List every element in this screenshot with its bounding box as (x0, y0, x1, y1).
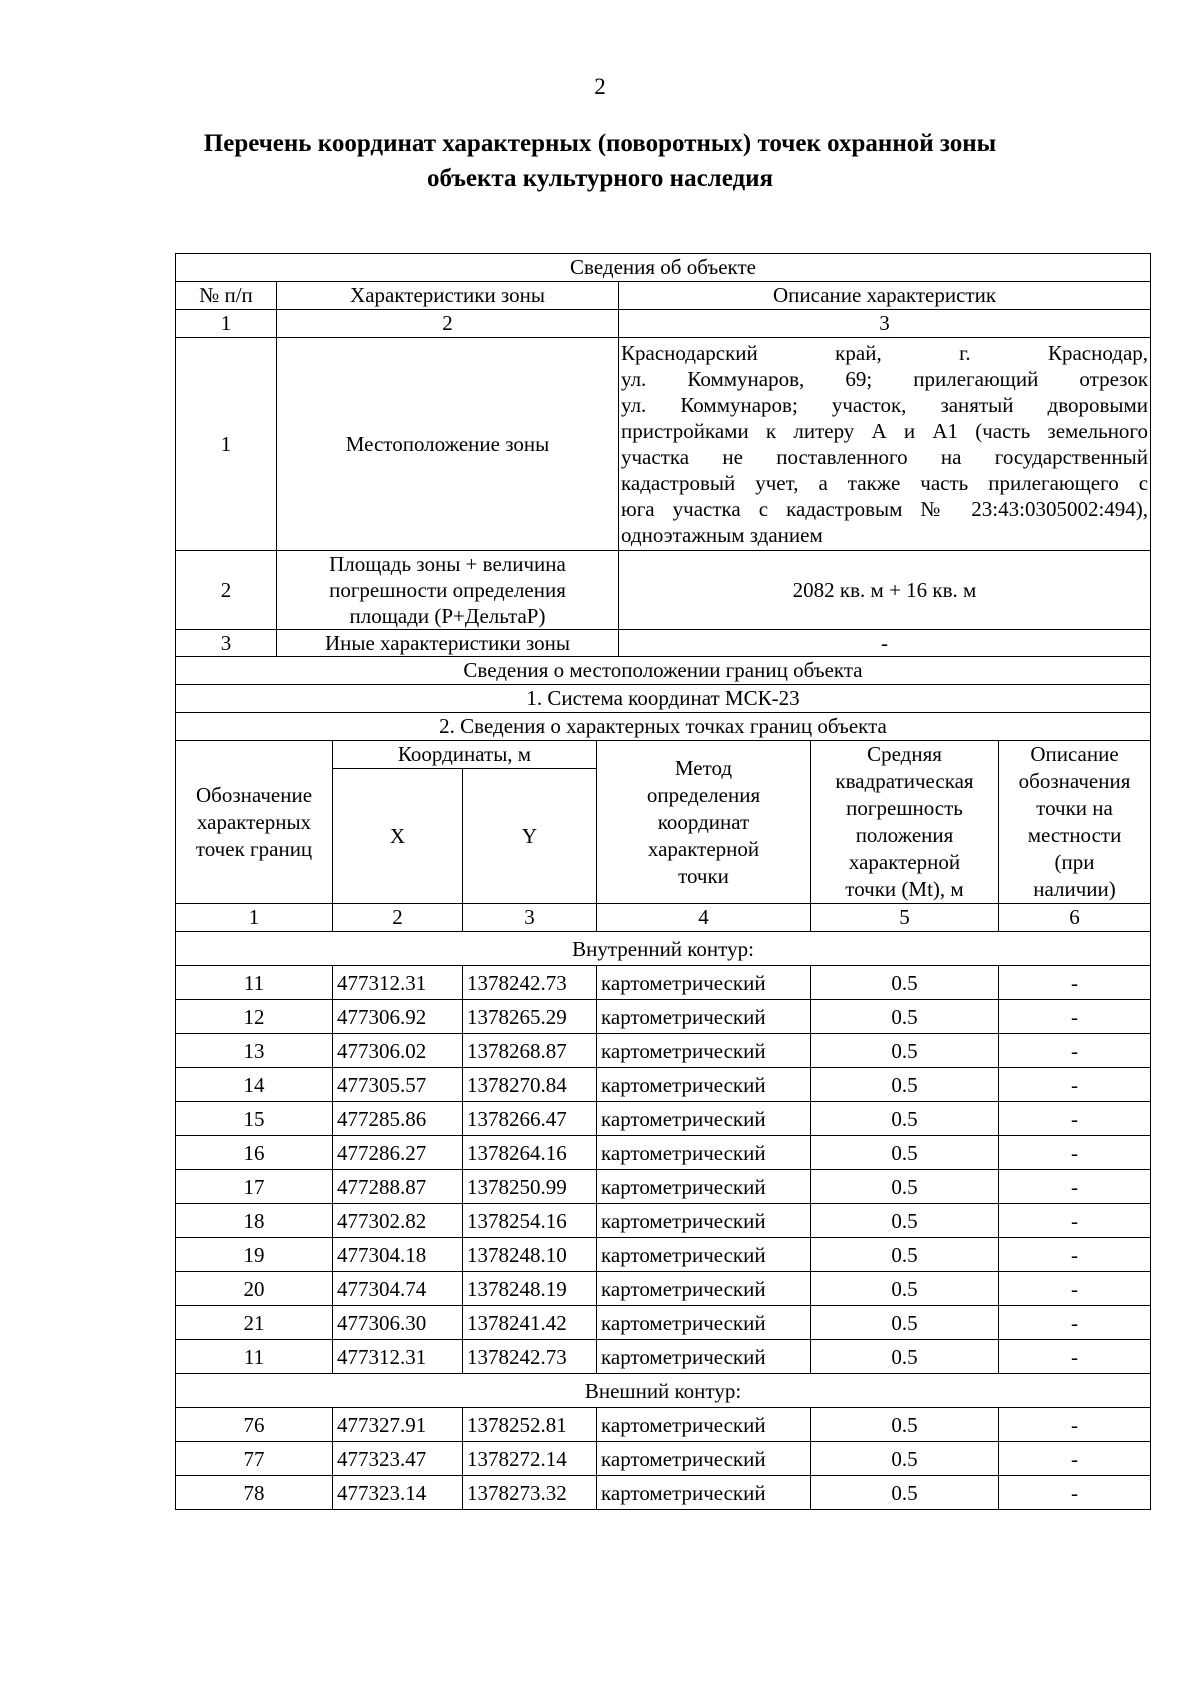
col-header-method (597, 741, 811, 904)
col-index: 6 (999, 904, 1151, 932)
header-line: квадратическая (835, 769, 974, 793)
method: картометрический (597, 1034, 811, 1068)
coord-x: 477312.31 (333, 1340, 463, 1374)
description-line: пристройками к литеру А и А1 (часть земельного (621, 419, 1149, 443)
point-id: 20 (176, 1272, 333, 1306)
point-id: 15 (176, 1102, 333, 1136)
point-note: - (999, 1170, 1151, 1204)
header-line: обозначения (1018, 769, 1131, 793)
col-index: 2 (277, 310, 619, 338)
point-note: - (999, 1136, 1151, 1170)
point-id: 19 (176, 1238, 333, 1272)
method: картометрический (597, 1170, 811, 1204)
row-name-line: Площадь зоны + величина (329, 552, 566, 576)
description-line: ул. Коммунаров; участок, занятый дворовыми (621, 393, 1149, 417)
method: картометрический (597, 1102, 811, 1136)
coord-y: 1378272.14 (463, 1442, 597, 1476)
col-index: 5 (811, 904, 999, 932)
header-line: точки на (1036, 796, 1113, 820)
point-note: - (999, 1408, 1151, 1442)
col-index: 1 (176, 310, 277, 338)
point-note: - (999, 966, 1151, 1000)
points-header: 2. Сведения о характерных точках границ объекта (176, 713, 1151, 741)
method: картометрический (597, 966, 811, 1000)
boundary-points-table (175, 656, 1151, 1510)
method: картометрический (597, 1476, 811, 1510)
row-number: 2 (176, 551, 277, 630)
table-row (176, 1238, 1151, 1272)
error-value: 0.5 (811, 1102, 999, 1136)
point-id: 11 (176, 1340, 333, 1374)
col-header-y: Y (463, 769, 597, 904)
error-value: 0.5 (811, 1408, 999, 1442)
point-id: 16 (176, 1136, 333, 1170)
point-id: 14 (176, 1068, 333, 1102)
table-row (176, 966, 1151, 1000)
table-row (176, 1408, 1151, 1442)
coord-x: 477302.82 (333, 1204, 463, 1238)
coord-y: 1378265.29 (463, 1000, 597, 1034)
point-note: - (999, 1272, 1151, 1306)
table-row (176, 551, 1151, 630)
table-row (176, 338, 1151, 551)
point-id: 78 (176, 1476, 333, 1510)
table-row (176, 630, 1151, 657)
header-line: положения (855, 823, 954, 847)
col-index: 1 (176, 904, 333, 932)
point-id: 18 (176, 1204, 333, 1238)
header-line: характерной (848, 850, 961, 874)
error-value: 0.5 (811, 1000, 999, 1034)
point-note: - (999, 1442, 1151, 1476)
point-note: - (999, 1340, 1151, 1374)
header-line: Описание (1030, 742, 1119, 766)
error-value: 0.5 (811, 1272, 999, 1306)
area-value: 2082 кв. м + 16 кв. м (619, 551, 1151, 630)
error-value: 0.5 (811, 1170, 999, 1204)
col-header-error (811, 741, 999, 904)
header-line: координат (657, 809, 750, 834)
table-row (176, 1136, 1151, 1170)
row-name-line: погрешности определения (329, 578, 566, 602)
row-description: - (619, 630, 1151, 657)
point-id: 13 (176, 1034, 333, 1068)
col-header-coordinates: Координаты, м (333, 741, 597, 769)
point-id: 21 (176, 1306, 333, 1340)
coord-x: 477323.14 (333, 1476, 463, 1510)
error-value: 0.5 (811, 1306, 999, 1340)
header-line: местности (1027, 823, 1122, 847)
header-line: Обозначение (195, 782, 313, 807)
title-line-2: объекта культурного наследия (426, 165, 774, 192)
point-note: - (999, 1068, 1151, 1102)
method: картометрический (597, 1442, 811, 1476)
coord-y: 1378254.16 (463, 1204, 597, 1238)
error-value: 0.5 (811, 966, 999, 1000)
header-line: Метод (674, 755, 733, 780)
method: картометрический (597, 1340, 811, 1374)
error-value: 0.5 (811, 1476, 999, 1510)
coord-x: 477323.47 (333, 1442, 463, 1476)
description-line: Краснодарский край, г. Краснодар, (621, 341, 1149, 365)
header-line: Средняя (867, 742, 942, 766)
point-id: 11 (176, 966, 333, 1000)
table-row (176, 1306, 1151, 1340)
error-value: 0.5 (811, 1136, 999, 1170)
col-header-description: Описание характеристик (619, 282, 1151, 310)
header-line: характерной (647, 836, 760, 861)
description-line: одноэтажным зданием (621, 523, 823, 547)
error-value: 0.5 (811, 1442, 999, 1476)
coord-x: 477304.74 (333, 1272, 463, 1306)
table-row (176, 1000, 1151, 1034)
coord-y: 1378241.42 (463, 1306, 597, 1340)
point-id: 76 (176, 1408, 333, 1442)
inner-contour-label: Внутренний контур: (176, 932, 1151, 966)
coord-x: 477304.18 (333, 1238, 463, 1272)
row-number: 1 (176, 338, 277, 551)
header-line: точки (678, 863, 729, 888)
point-note: - (999, 1204, 1151, 1238)
method: картометрический (597, 1272, 811, 1306)
boundary-info-header: Сведения о местоположении границ объекта (176, 657, 1151, 685)
title-line-1: Перечень координат характерных (поворотных) точек охранной зоны (203, 130, 997, 157)
inner-contour-rows (176, 966, 1151, 1374)
point-note: - (999, 1034, 1151, 1068)
col-index: 3 (619, 310, 1151, 338)
point-note: - (999, 1476, 1151, 1510)
coord-y: 1378242.73 (463, 1340, 597, 1374)
error-value: 0.5 (811, 1068, 999, 1102)
outer-contour-rows (176, 1408, 1151, 1510)
header-line: точек границ (195, 836, 313, 861)
coord-y: 1378264.16 (463, 1136, 597, 1170)
description-line: ул. Коммунаров, 69; прилегающий отрезок (621, 367, 1149, 391)
description-line: юга участка с кадастровым № 23:43:0305002:494), (621, 497, 1149, 521)
coord-y: 1378252.81 (463, 1408, 597, 1442)
header-line: наличии) (1033, 877, 1116, 901)
row-name (277, 551, 619, 630)
point-id: 12 (176, 1000, 333, 1034)
point-note: - (999, 1238, 1151, 1272)
row-name: Иные характеристики зоны (277, 630, 619, 657)
coord-x: 477286.27 (333, 1136, 463, 1170)
method: картометрический (597, 1306, 811, 1340)
point-note: - (999, 1102, 1151, 1136)
coord-x: 477327.91 (333, 1408, 463, 1442)
col-header-point (176, 741, 333, 904)
table-row (176, 1068, 1151, 1102)
location-description (619, 338, 1151, 551)
col-index: 4 (597, 904, 811, 932)
col-header-characteristics: Характеристики зоны (277, 282, 619, 310)
coord-x: 477306.92 (333, 1000, 463, 1034)
coord-x: 477306.30 (333, 1306, 463, 1340)
coord-x: 477288.87 (333, 1170, 463, 1204)
coord-x: 477305.57 (333, 1068, 463, 1102)
object-info-table (175, 253, 1151, 657)
row-number: 3 (176, 630, 277, 657)
table-row (176, 1442, 1151, 1476)
point-note: - (999, 1000, 1151, 1034)
col-header-num: № п/п (176, 282, 277, 310)
method: картометрический (597, 1204, 811, 1238)
row-name-line: площади (Р+ДельтаР) (349, 604, 546, 628)
header-line: (при (1054, 850, 1095, 874)
header-line: погрешность (846, 796, 963, 820)
header-line: точки (Mt), м (845, 877, 964, 901)
coord-x: 477306.02 (333, 1034, 463, 1068)
coord-y: 1378268.87 (463, 1034, 597, 1068)
row-name: Местоположение зоны (277, 338, 619, 551)
table-row (176, 1340, 1151, 1374)
method: картометрический (597, 1068, 811, 1102)
coord-x: 477312.31 (333, 966, 463, 1000)
point-note: - (999, 1306, 1151, 1340)
coord-y: 1378248.10 (463, 1238, 597, 1272)
method: картометрический (597, 1408, 811, 1442)
coord-y: 1378242.73 (463, 966, 597, 1000)
col-header-note (999, 741, 1151, 904)
table-row (176, 1204, 1151, 1238)
table-row (176, 1272, 1151, 1306)
error-value: 0.5 (811, 1034, 999, 1068)
description-line: кадастровый учет, а также часть прилегающего с (621, 471, 1149, 495)
coord-y: 1378248.19 (463, 1272, 597, 1306)
coord-x: 477285.86 (333, 1102, 463, 1136)
method: картометрический (597, 1238, 811, 1272)
coord-y: 1378266.47 (463, 1102, 597, 1136)
col-header-x: X (333, 769, 463, 904)
error-value: 0.5 (811, 1204, 999, 1238)
coord-y: 1378250.99 (463, 1170, 597, 1204)
col-index: 2 (333, 904, 463, 932)
table-row (176, 1102, 1151, 1136)
page-number: 2 (594, 74, 606, 99)
col-index: 3 (463, 904, 597, 932)
document-title (150, 126, 1050, 196)
header-line: определения (646, 782, 761, 807)
header-line: характерных (196, 809, 312, 834)
point-id: 77 (176, 1442, 333, 1476)
outer-contour-label: Внешний контур: (176, 1374, 1151, 1408)
table-row (176, 1476, 1151, 1510)
method: картометрический (597, 1136, 811, 1170)
error-value: 0.5 (811, 1238, 999, 1272)
error-value: 0.5 (811, 1340, 999, 1374)
table-row (176, 1170, 1151, 1204)
coordinate-system: 1. Система координат МСК-23 (176, 685, 1151, 713)
point-id: 17 (176, 1170, 333, 1204)
coord-y: 1378273.32 (463, 1476, 597, 1510)
description-line: участка не поставленного на государственный (621, 445, 1149, 469)
method: картометрический (597, 1000, 811, 1034)
coord-y: 1378270.84 (463, 1068, 597, 1102)
object-info-header: Сведения об объекте (176, 254, 1151, 282)
table-row (176, 1034, 1151, 1068)
